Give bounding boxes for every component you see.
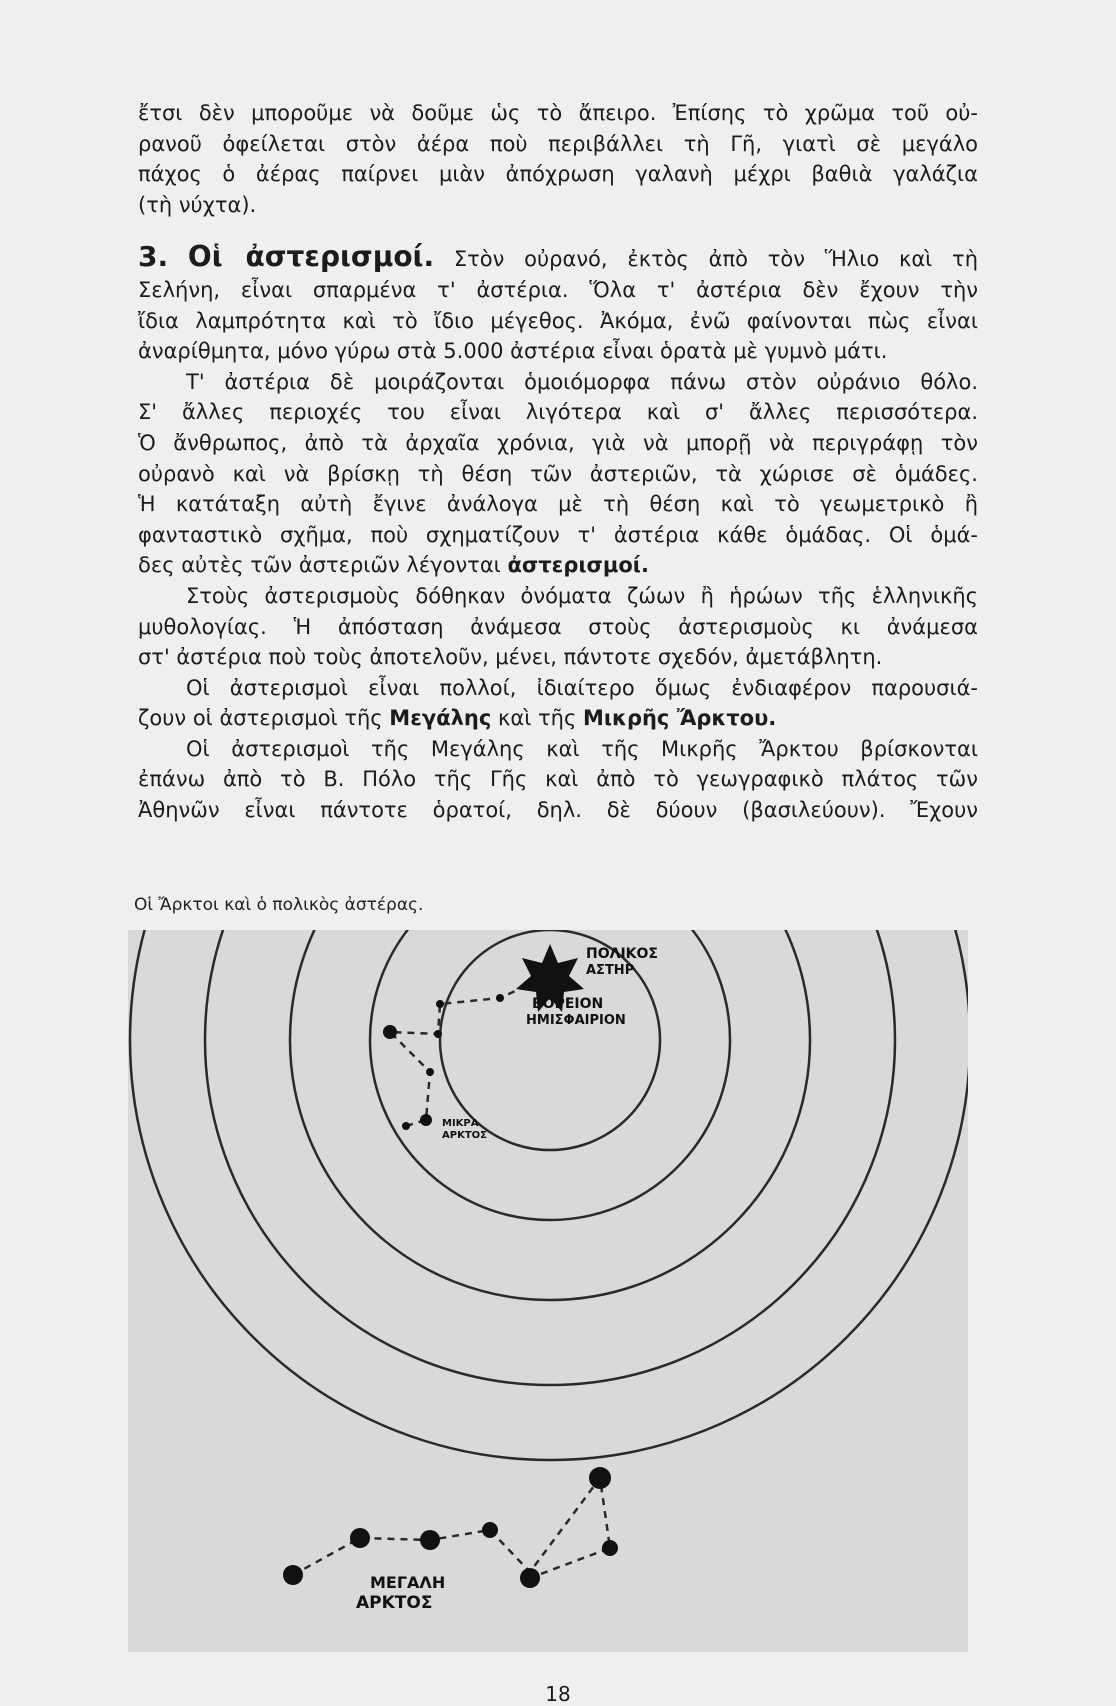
great-bear-star (602, 1540, 618, 1556)
term-constellations: ἀστερισμοί. (507, 553, 649, 578)
great-bear-star (283, 1565, 303, 1585)
label-little-bear: ΜΙΚΡΑ (442, 1118, 479, 1129)
label-great-bear: ΑΡΚΤΟΣ (356, 1593, 433, 1613)
little-bear-star (434, 1030, 442, 1038)
text-line: Οἱ ἀστερισμοὶ τῆς Μεγάλης καὶ τῆς Μικρῆς Ἄρκτου βρίσκονται (186, 736, 978, 761)
text-line: ρανοῦ ὀφείλεται στὸν ἀέρα ποὺ περιβάλλει τὴ Γῆ, γιατὶ σὲ μεγάλο (138, 131, 978, 156)
text-line: ἴδια λαμπρότητα καὶ τὸ ἴδιο μέγεθος. Ἀκόμα, ἐνῶ φαίνονται πὼς εἶναι (138, 308, 978, 333)
term-little-bear: Μικρῆς Ἄρκτου. (582, 706, 777, 731)
great-bear-star (482, 1522, 498, 1538)
term-great-bear: Μεγάλης (389, 706, 492, 731)
text-line (138, 550, 978, 581)
text-line: στ' ἀστέρια ποὺ τοὺς ἀποτελοῦν, μένει, πάντοτε σχεδόν, ἀμετάβλητη. (138, 645, 883, 670)
little-bear-star (420, 1114, 432, 1126)
little-bear-star (402, 1122, 410, 1130)
text-line: Σ' ἄλλες περιοχές του εἶναι λιγότερα καὶ σ' ἄλλες περισσότερα. (138, 400, 978, 425)
text-line: Τ' ἀστέρια δὲ μοιράζονται ὁμοιόμορφα πάνω στὸν οὐράνιο θόλο. (186, 369, 978, 394)
text-line: οὐρανὸ καὶ νὰ βρίσκῃ τὴ θέση τῶν ἀστεριῶν, τὰ χώρισε σὲ ὁμάδες. (138, 461, 978, 486)
text-fragment: καὶ τῆς (491, 706, 583, 731)
little-bear-star (426, 1068, 434, 1076)
text-line: Ἀθηνῶν εἶναι πάντοτε ὁρατοί, δηλ. δὲ δύουν (βασιλεύουν). Ἔχουν (138, 798, 978, 823)
constellation-diagram (128, 930, 968, 1652)
label-polaris: ΠΟΛΙΚΟΣ (586, 946, 658, 962)
text-line: Στὸν οὐρανό, ἐκτὸς ἀπὸ τὸν Ἥλιο καὶ τὴ (453, 247, 979, 272)
text-line: πάχος ὁ ἀέρας παίρνει μιὰν ἀπόχρωση γαλανὴ μέχρι βαθιὰ γαλάζια (138, 162, 978, 187)
text-line: (τὴ νύχτα). (138, 192, 257, 217)
text-fragment: δες αὐτὲς τῶν ἀστεριῶν λέγονται (138, 553, 508, 578)
section-title: Οἱ ἀστερισμοί. (187, 240, 435, 274)
section-constellations (138, 242, 978, 825)
paragraph-intro (138, 98, 978, 220)
text-line: Οἱ ἀστερισμοὶ εἶναι πολλοί, ἰδιαίτερο ὅμως ἐνδιαφέρον παρουσιά- (186, 675, 978, 700)
section-number: 3. (138, 240, 169, 274)
text-line: Σελήνη, εἶναι σπαρμένα τ' ἀστέρια. Ὅλα τ' ἀστέρια δὲν ἔχουν τὴν (138, 277, 978, 302)
great-bear-star (350, 1528, 370, 1548)
text-line: ἀναρίθμητα, μόνο γύρω στὰ 5.000 ἀστέρια εἶναι ὁρατὰ μὲ γυμνὸ μάτι. (138, 339, 888, 364)
label-hemisphere: ΒΟΡΕΙΟΝ (532, 996, 604, 1012)
label-hemisphere: ΗΜΙΣΦΑΙΡΙΟΝ (526, 1013, 626, 1028)
label-polaris: ΑΣΤΗΡ (586, 963, 635, 978)
little-bear-star (496, 994, 504, 1002)
figure-caption: Οἱ Ἄρκτοι καὶ ὁ πολικὸς ἀστέρας. (134, 895, 424, 915)
text-line: ἔτσι δὲν μποροῦμε νὰ δοῦμε ὡς τὸ ἄπειρο. Ἐπίσης τὸ χρῶμα τοῦ οὐ- (138, 101, 978, 125)
diagram-background (128, 930, 968, 1652)
text-line: μυθολογίας. Ἡ ἀπόσταση ἀνάμεσα στοὺς ἀστερισμοὺς κι ἀνάμεσα (138, 614, 978, 639)
page-number: 18 (545, 1682, 571, 1706)
little-bear-star (436, 1000, 444, 1008)
little-bear-star (383, 1025, 397, 1039)
text-line: ἐπάνω ἀπὸ τὸ Β. Πόλο τῆς Γῆς καὶ ἀπὸ τὸ γεωγραφικὸ πλάτος τῶν (138, 767, 978, 792)
great-bear-star (589, 1467, 611, 1489)
section-heading-line (138, 242, 978, 275)
great-bear-star (520, 1568, 540, 1588)
label-little-bear: ΑΡΚΤΟΣ (442, 1130, 487, 1141)
text-line: Ἡ κατάταξη αὐτὴ ἔγινε ἀνάλογα μὲ τὴ θέση καὶ τὸ γεωμετρικὸ ἢ (138, 492, 978, 517)
body-text (138, 98, 978, 826)
great-bear-star (420, 1530, 440, 1550)
text-line: φανταστικὸ σχῆμα, ποὺ σχηματίζουν τ' ἀστέρια κάθε ὁμάδας. Οἱ ὁμά- (138, 522, 978, 547)
label-great-bear: ΜΕΓΑΛΗ (370, 1573, 446, 1592)
text-line: Ὁ ἄνθρωπος, ἀπὸ τὰ ἀρχαῖα χρόνια, γιὰ νὰ μπορῇ νὰ περιγράφῃ τὸν (138, 430, 978, 455)
text-line: Στοὺς ἀστερισμοὺς δόθηκαν ὀνόματα ζώων ἢ ἡρώων τῆς ἑλληνικῆς (186, 583, 978, 608)
text-fragment: ζουν οἱ ἀστερισμοὶ τῆς (138, 706, 390, 731)
text-line (138, 703, 978, 734)
